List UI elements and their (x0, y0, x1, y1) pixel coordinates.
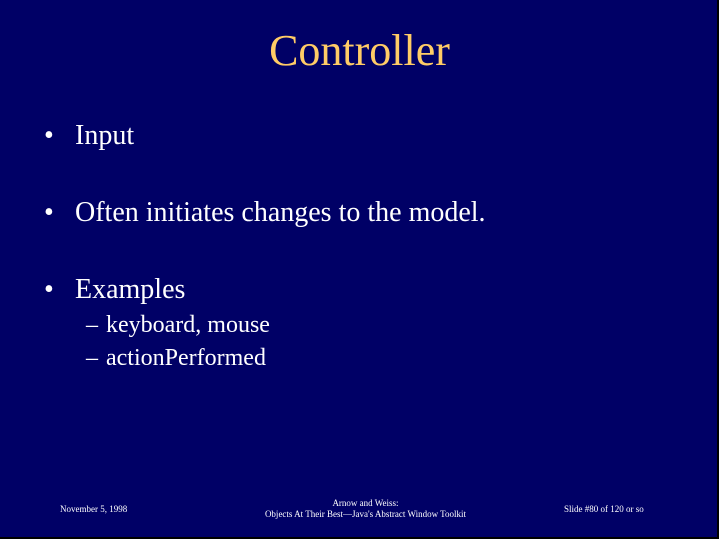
bullet-marker: • (44, 197, 54, 228)
footer-slide-number: Slide #80 of 120 or so (564, 504, 644, 514)
bullet-text: Examples (75, 274, 186, 305)
bullet-marker: • (44, 120, 54, 151)
footer-book-title: Objects At Their Best—Java's Abstract Window Toolkit (264, 509, 467, 519)
bullet-marker: • (44, 274, 54, 305)
sub-bullet-text: actionPerformed (106, 345, 266, 371)
sub-bullet-marker: – (86, 345, 98, 371)
footer-authors: Arnow and Weiss: (332, 498, 399, 508)
sub-bullet-text: keyboard, mouse (106, 312, 270, 338)
bullet-text: Often initiates changes to the model. (75, 197, 486, 228)
sub-bullet-marker: – (86, 312, 98, 338)
footer-date: November 5, 1998 (60, 504, 128, 514)
slide-title: Controller (269, 26, 450, 75)
bullet-text: Input (75, 120, 135, 151)
